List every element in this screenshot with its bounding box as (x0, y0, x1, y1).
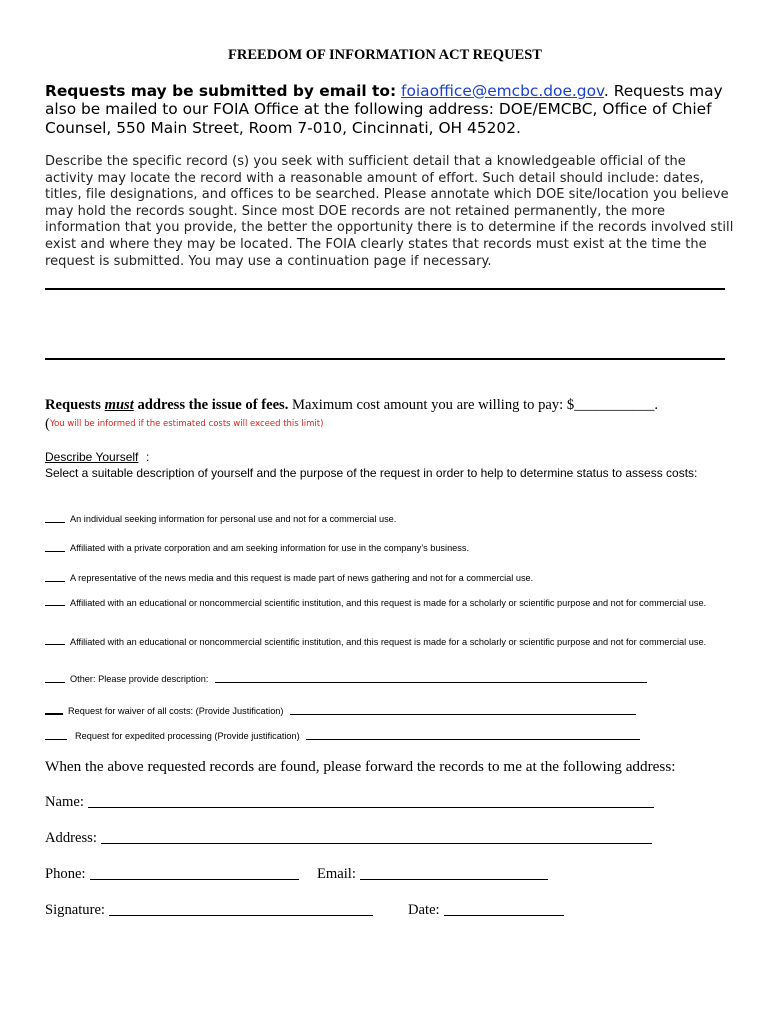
max-cost-question[interactable]: Maximum cost amount you are willing to pay: $___________. (288, 397, 659, 413)
option-educational-institution[interactable]: Affiliated with an educational or noncommercial scientific institution, and this request is made for a scholarly or scientific purpose and not for commercial use. (45, 597, 715, 623)
email-line[interactable] (360, 865, 548, 880)
form-title: FREEDOM OF INFORMATION ACT REQUEST (228, 47, 542, 63)
checkbox-blank[interactable] (45, 514, 65, 523)
name-line[interactable] (88, 793, 654, 808)
fees-note (45, 416, 323, 433)
waiver-justification-line[interactable] (290, 704, 636, 715)
option-news-media[interactable]: A representative of the news media and this request is made part of news gathering and not for a commercial use. (45, 573, 533, 583)
address-field[interactable] (45, 829, 652, 847)
name-label: Name: (45, 794, 84, 810)
address-line[interactable] (101, 829, 652, 844)
phone-label: Phone: (45, 866, 86, 882)
fees-lead-after: address the issue of fees. (133, 397, 289, 413)
record-description-instructions: Describe the specific record (s) you seek with sufficient detail that a knowledgeable official of the activity may locate the record with a reasonable amount of effort. Such detail should include: dates, titles, file designations, and offices to be searched. Please annotate which DOE site/location you believe may hold the records sought. Since most DOE records are not retained permanently, the more information that you provide, the better the opportunity there is to determine if the records involved still exist and where they may be located. The FOIA clearly states that records must exist at the time the request is submitted. You may use a continuation page if necessary. (45, 154, 734, 269)
name-field[interactable] (45, 793, 654, 811)
date-line[interactable] (444, 901, 564, 916)
address-label: Address: (45, 830, 97, 846)
checkbox-blank[interactable] (45, 705, 63, 715)
checkbox-blank[interactable] (45, 543, 65, 552)
fees-note-paren: ( (45, 416, 50, 432)
fees-statement (45, 397, 658, 414)
describe-yourself-text: Select a suitable description of yourself and the purpose of the request in order to help to determine status to assess costs: (45, 466, 698, 480)
option-personal-use[interactable]: An individual seeking information for personal use and not for a commercial use. (45, 514, 396, 524)
email-label: Email: (317, 866, 356, 882)
checkbox-blank[interactable] (45, 731, 67, 740)
submission-instructions (45, 82, 735, 137)
describe-yourself-heading: Describe Yourself (45, 450, 139, 464)
other-description-line[interactable] (215, 672, 647, 683)
checkbox-blank[interactable] (45, 573, 65, 582)
fees-lead-before: Requests (45, 397, 105, 413)
foia-email-link[interactable]: foiaoffice@emcbc.doe.gov (401, 82, 604, 100)
expedited-justification-line[interactable] (306, 729, 640, 740)
option-other[interactable]: Other: Please provide description: (45, 672, 647, 684)
forward-instructions: When the above requested records are found, please forward the records to me at the following address: (45, 758, 676, 775)
option-private-corporation[interactable]: Affiliated with a private corporation and am seeking information for use in the company’s business. (45, 543, 469, 553)
date-label: Date: (408, 902, 440, 918)
signature-label: Signature: (45, 902, 105, 918)
signature-line[interactable] (109, 901, 373, 916)
date-field[interactable] (408, 901, 564, 919)
waiver-request[interactable]: Request for waiver of all costs: (Provide Justification) (45, 704, 636, 716)
submission-lead: Requests may be submitted by email to: (45, 82, 397, 100)
checkbox-blank[interactable] (45, 597, 65, 606)
option-scientific-institution[interactable]: Affiliated with an educational or noncommercial scientific institution, and this request is made for a scholarly or scientific purpose and not for commercial use. (45, 636, 715, 662)
expedited-request[interactable]: Request for expedited processing (Provide justification) (45, 729, 640, 741)
checkbox-blank[interactable] (45, 636, 65, 645)
mailing-address-text: also be mailed to our FOIA Office at the following address: DOE/EMCBC, Office of Chief Counsel, 550 Main Street, Room 7-010, Cincinnati, OH 45202. (45, 100, 712, 137)
checkbox-blank[interactable] (45, 674, 65, 683)
fees-must: must (104, 397, 134, 413)
fees-note-text: You will be informed if the estimated costs will exceed this limit) (50, 419, 324, 429)
signature-field[interactable] (45, 901, 373, 919)
phone-line[interactable] (90, 865, 299, 880)
description-line-top[interactable] (45, 288, 725, 290)
email-field[interactable] (317, 865, 548, 883)
description-line-bottom[interactable] (45, 358, 725, 360)
submission-mail-lead: . Requests may (603, 82, 723, 100)
phone-field[interactable] (45, 865, 299, 883)
describe-yourself-colon: : (146, 450, 150, 464)
